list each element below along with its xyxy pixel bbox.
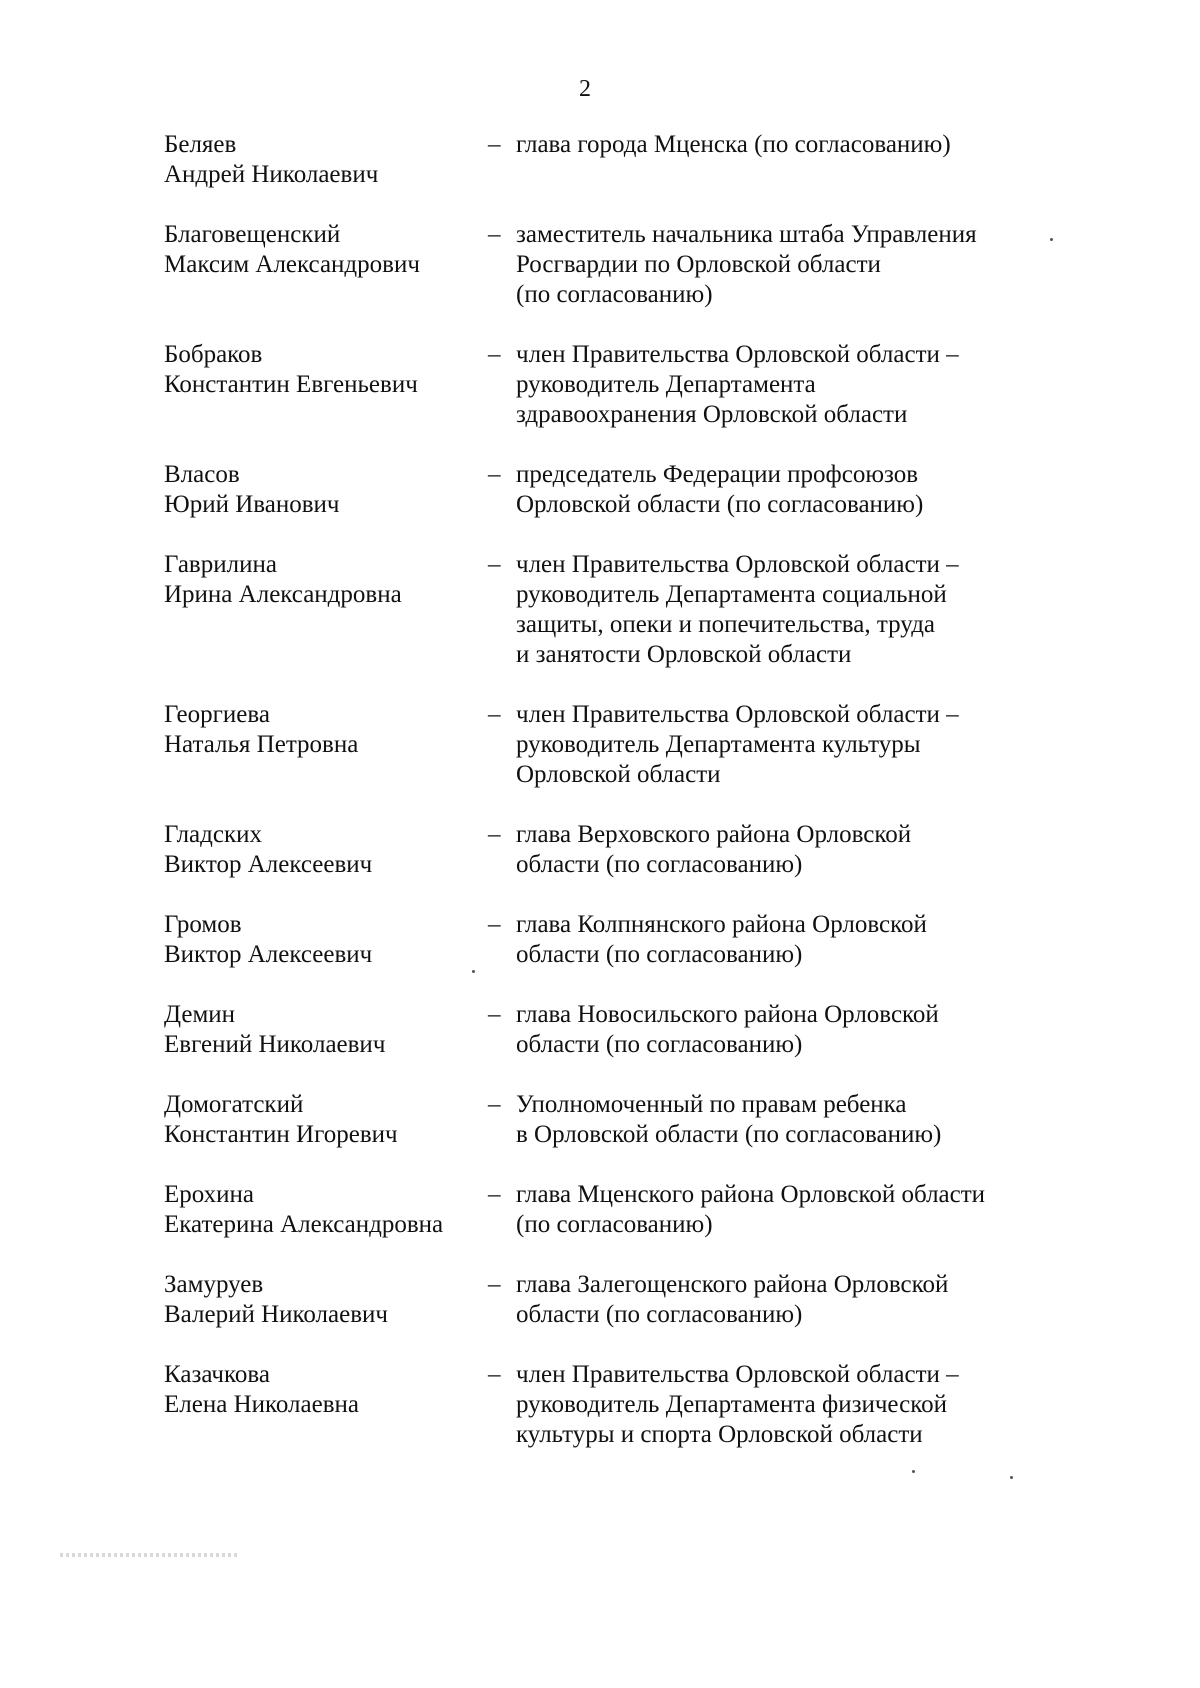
member-given-names: Виктор Алексеевич <box>164 851 373 878</box>
member-given-names: Валерий Николаевич <box>164 1301 388 1328</box>
member-surname: Беляев <box>164 131 237 158</box>
position-line: области (по согласованию) <box>516 1031 803 1058</box>
position-line: член Правительства Орловской области – <box>516 551 959 578</box>
position-line: глава Новосильского района Орловской <box>516 1001 939 1028</box>
position-line: руководитель Департамента физической <box>516 1391 947 1418</box>
position-line: области (по согласованию) <box>516 941 803 968</box>
position-line: области (по согласованию) <box>516 851 803 878</box>
member-position <box>516 820 1034 880</box>
member-entry <box>164 910 1034 970</box>
position-line: глава Залегощенского района Орловской <box>516 1271 949 1298</box>
scan-noise <box>60 1553 240 1557</box>
member-entry <box>164 220 1034 310</box>
member-entry <box>164 1180 1034 1240</box>
dash-separator: – <box>488 1271 501 1298</box>
scan-speck <box>1010 1476 1013 1479</box>
member-given-names: Ирина Александровна <box>164 581 402 608</box>
member-name <box>164 1180 488 1240</box>
position-line: (по согласованию) <box>516 281 713 308</box>
position-line: защиты, опеки и попечительства, труда <box>516 611 936 638</box>
member-name <box>164 340 488 430</box>
member-given-names: Юрий Иванович <box>164 491 340 518</box>
member-surname: Замуруев <box>164 1271 264 1298</box>
scan-speck <box>1050 238 1053 241</box>
member-position <box>516 1270 1034 1330</box>
scan-speck <box>472 970 475 973</box>
member-entry <box>164 1360 1034 1450</box>
scan-speck <box>912 1470 915 1473</box>
dash-separator: – <box>488 1091 501 1118</box>
position-line: Орловской области (по согласованию) <box>516 491 924 518</box>
member-position <box>516 220 1034 310</box>
member-name <box>164 1090 488 1150</box>
position-line: Росгвардии по Орловской области <box>516 251 881 278</box>
position-line: области (по согласованию) <box>516 1301 803 1328</box>
member-name <box>164 1000 488 1060</box>
member-entry <box>164 460 1034 520</box>
member-surname: Власов <box>164 461 240 488</box>
member-position <box>516 1180 1034 1240</box>
dash-separator: – <box>488 221 501 248</box>
dash-separator: – <box>488 1361 501 1388</box>
member-surname: Бобраков <box>164 341 263 368</box>
member-entry <box>164 130 1034 190</box>
position-line: член Правительства Орловской области – <box>516 341 959 368</box>
dash-separator: – <box>488 461 501 488</box>
member-surname: Демин <box>164 1001 236 1028</box>
member-position <box>516 460 1034 520</box>
dash-separator: – <box>488 911 501 938</box>
member-entry <box>164 1000 1034 1060</box>
member-surname: Гаврилина <box>164 551 277 578</box>
member-name <box>164 460 488 520</box>
member-given-names: Наталья Петровна <box>164 731 359 758</box>
member-position <box>516 1000 1034 1060</box>
member-name <box>164 1360 488 1450</box>
position-line: руководитель Департамента культуры <box>516 731 921 758</box>
dash-separator: – <box>488 131 501 158</box>
member-surname: Георгиева <box>164 701 270 728</box>
position-line: здравоохранения Орловской области <box>516 401 908 428</box>
member-list <box>164 130 1034 1450</box>
member-position <box>516 910 1034 970</box>
dash-separator: – <box>488 821 501 848</box>
member-name <box>164 1270 488 1330</box>
member-position <box>516 130 1034 190</box>
member-surname: Ерохина <box>164 1181 255 1208</box>
dash-separator: – <box>488 551 501 578</box>
position-line: глава города Мценска (по согласованию) <box>516 131 951 158</box>
member-entry <box>164 700 1034 790</box>
member-entry <box>164 820 1034 880</box>
position-line: глава Верховского района Орловской <box>516 821 912 848</box>
position-line: руководитель Департамента <box>516 371 816 398</box>
member-entry <box>164 340 1034 430</box>
member-given-names: Елена Николаевна <box>164 1391 359 1418</box>
position-line: член Правительства Орловской области – <box>516 701 959 728</box>
member-position <box>516 340 1034 430</box>
member-name <box>164 220 488 310</box>
member-name <box>164 550 488 670</box>
position-line: (по согласованию) <box>516 1211 713 1238</box>
position-line: председатель Федерации профсоюзов <box>516 461 919 488</box>
member-name <box>164 910 488 970</box>
member-given-names: Евгений Николаевич <box>164 1031 386 1058</box>
member-given-names: Виктор Алексеевич <box>164 941 373 968</box>
page-number: 2 <box>579 76 591 102</box>
member-entry <box>164 550 1034 670</box>
member-name <box>164 820 488 880</box>
member-position <box>516 1360 1034 1450</box>
member-position <box>516 550 1034 670</box>
member-given-names: Константин Евгеньевич <box>164 371 418 398</box>
member-surname: Громов <box>164 911 242 938</box>
member-surname: Казачкова <box>164 1361 270 1388</box>
member-given-names: Максим Александрович <box>164 251 420 278</box>
dash-separator: – <box>488 701 501 728</box>
position-line: и занятости Орловской области <box>516 641 852 668</box>
dash-separator: – <box>488 1181 501 1208</box>
member-given-names: Константин Игоревич <box>164 1121 398 1148</box>
member-surname: Домогатский <box>164 1091 304 1118</box>
member-given-names: Андрей Николаевич <box>164 161 379 188</box>
dash-separator: – <box>488 1001 501 1028</box>
member-surname: Благовещенский <box>164 221 341 248</box>
position-line: культуры и спорта Орловской области <box>516 1421 923 1448</box>
position-line: Уполномоченный по правам ребенка <box>516 1091 907 1118</box>
member-position <box>516 700 1034 790</box>
member-entry <box>164 1270 1034 1330</box>
member-name <box>164 700 488 790</box>
member-surname: Гладских <box>164 821 262 848</box>
position-line: глава Колпнянского района Орловской <box>516 911 927 938</box>
dash-separator: – <box>488 341 501 368</box>
position-line: руководитель Департамента социальной <box>516 581 947 608</box>
member-given-names: Екатерина Александровна <box>164 1211 444 1238</box>
member-position <box>516 1090 1034 1150</box>
member-entry <box>164 1090 1034 1150</box>
position-line: заместитель начальника штаба Управления <box>516 221 977 248</box>
position-line: глава Мценского района Орловской области <box>516 1181 986 1208</box>
position-line: Орловской области <box>516 761 721 788</box>
position-line: член Правительства Орловской области – <box>516 1361 959 1388</box>
position-line: в Орловской области (по согласованию) <box>516 1121 942 1148</box>
member-name <box>164 130 488 190</box>
